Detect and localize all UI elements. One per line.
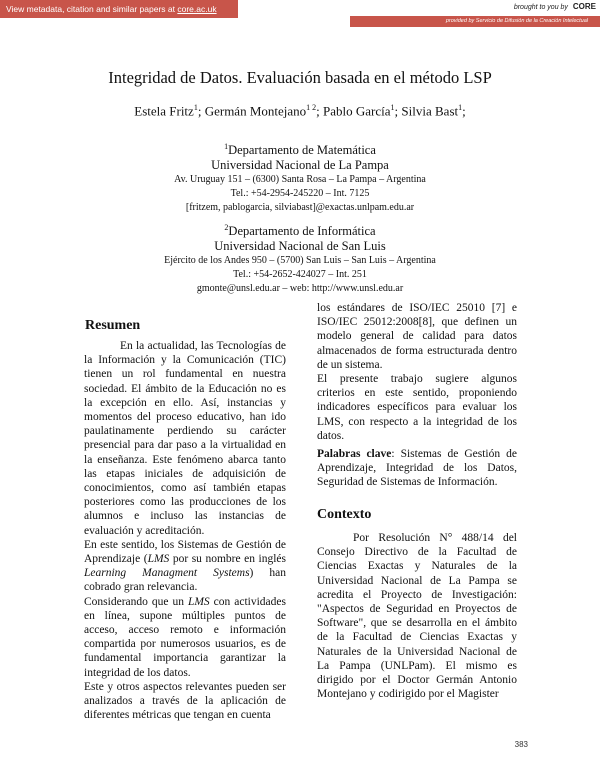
affiliation-2 <box>0 220 600 296</box>
brought-by <box>514 2 596 11</box>
keywords-label: Palabras clave <box>317 448 392 461</box>
affil-emails: [fritzem, pablogarcia, silviabast]@exactas.unlpam.edu.ar <box>185 202 415 214</box>
affil-address: Ejército de los Andes 950 – (5700) San Luis – San Luis – Argentina <box>164 255 436 267</box>
core-banner <box>0 0 600 28</box>
core-logo-icon[interactable]: CORE <box>572 2 596 11</box>
page-number: 383 <box>514 740 528 749</box>
provided-by-banner[interactable]: provided by Servicio de Difusión de la Creación Intelectual <box>350 16 600 27</box>
resumen-paragraph: En la actualidad, las Tecnologías de la Información y la Comunicación (TIC) tienen un rol fundamental en nuestra sociedad. El ámbito de la Educación no es la excepción en ello. Así, instancias y momentos del proceso educativo, han ido paulatinamente perdiendo su carácter presencial para dar paso a la virtualidad en la enseñanza. Este fenómeno abarca tanto las etapas iniciales de adquisición de conocimientos, como así también etapas posteriores como las producciones de los alumnos e incluso las instancias de evaluación y acreditación. <box>84 340 286 537</box>
author-name: Pablo García <box>323 103 391 119</box>
affil-dept: Departamento de Matemática <box>228 143 376 158</box>
metadata-text: View metadata, citation and similar papers at <box>6 4 178 14</box>
affil-university: Universidad Nacional de San Luis <box>214 239 386 254</box>
keywords <box>317 447 517 490</box>
affil-dept: Departamento de Informática <box>228 224 376 239</box>
resumen-body <box>84 339 286 722</box>
resumen-paragraph: El presente trabajo sugiere algunos criterios en este sentido, proponiendo indicadores específicos para evaluar los LMS, con respecto a la integridad de los datos. <box>317 373 517 442</box>
affiliation-1 <box>0 139 600 215</box>
author-affil-sup: 1 <box>193 103 198 112</box>
brought-by-text: brought to you by <box>513 4 568 11</box>
contexto-paragraph: Por Resolución N° 488/14 del Consejo Directivo de la Facultad de Ciencias Exactas y Naturales de la Universidad Nacional de La Pampa se acredita el Proyecto de Investigación: "Aspectos de Seguridad en Proyectos de Software", que se desarrolla en el ámbito de la Facultad de Ciencias Exactas y Naturales de la Universidad Nacional de La Pampa (UNLPam). El mismo es dirigido por el Doctor Germán Antonio Montejano y codirigido por el Magister <box>317 532 517 701</box>
author-list: Estela Fritz$^1$; Germán Montejano$^{1 2}$; Pablo García$^1$; Silvia Bast$^1$; <box>134 103 466 119</box>
core-ac-uk-link[interactable]: core.ac.uk <box>177 4 217 14</box>
resumen-paragraph: los estándares de ISO/IEC 25010 [7] e ISO/IEC 25012:2008[8], que definen un modelo general de calidad para datos almacenados de forma estructurada dentro de un sistema. <box>317 302 517 371</box>
resumen-continued <box>317 301 517 490</box>
affil-university: Universidad Nacional de La Pampa <box>211 158 389 173</box>
resumen-paragraph: En este sentido, los Sistemas de Gestión de Aprendizaje (LMS por su nombre en inglés Learning Managment Systems) han cobrado gran relevancia. <box>84 538 286 594</box>
contexto-heading: Contexto <box>317 507 372 522</box>
core-metadata-link[interactable] <box>0 0 238 18</box>
affil-sup: 2 <box>224 223 229 232</box>
resumen-heading: Resumen <box>85 318 141 333</box>
keywords-text: : Sistemas de Gestión de Aprendizaje, Integridad de los Datos, Seguridad de Sistemas de Información. <box>317 448 517 489</box>
paper-title: Integridad de Datos. Evaluación basada en el método LSP <box>108 68 492 87</box>
affil-phone: Tel.: +54-2954-245220 – Int. 7125 <box>230 188 370 200</box>
affil-sup: 1 <box>224 142 229 151</box>
author-affil-sup: 1 2 <box>306 103 317 112</box>
resumen-paragraph: Este y otros aspectos relevantes pueden ser analizados a través de la aplicación de diferentes métricas que tengan en cuenta <box>84 680 286 722</box>
author-affil-sup: 1 <box>458 103 463 112</box>
author-name: Estela Fritz <box>134 103 194 119</box>
affil-address: Av. Uruguay 151 – (6300) Santa Rosa – La Pampa – Argentina <box>174 174 426 186</box>
author-name: Germán Montejano <box>204 103 307 119</box>
resumen-paragraph: Considerando que un LMS con actividades en línea, supone múltiples puntos de acceso, acceso remoto e información compartida por numerosos usuarios, es de fundamental importancia garantizar la integridad de los datos. <box>84 595 286 679</box>
affil-emails: gmonte@unsl.edu.ar – web: http://www.unsl.edu.ar <box>196 283 404 295</box>
affil-phone: Tel.: +54-2652-424027 – Int. 251 <box>233 269 367 281</box>
author-affil-sup: 1 <box>390 103 395 112</box>
contexto-body <box>317 531 517 701</box>
author-name: Silvia Bast <box>401 103 459 119</box>
